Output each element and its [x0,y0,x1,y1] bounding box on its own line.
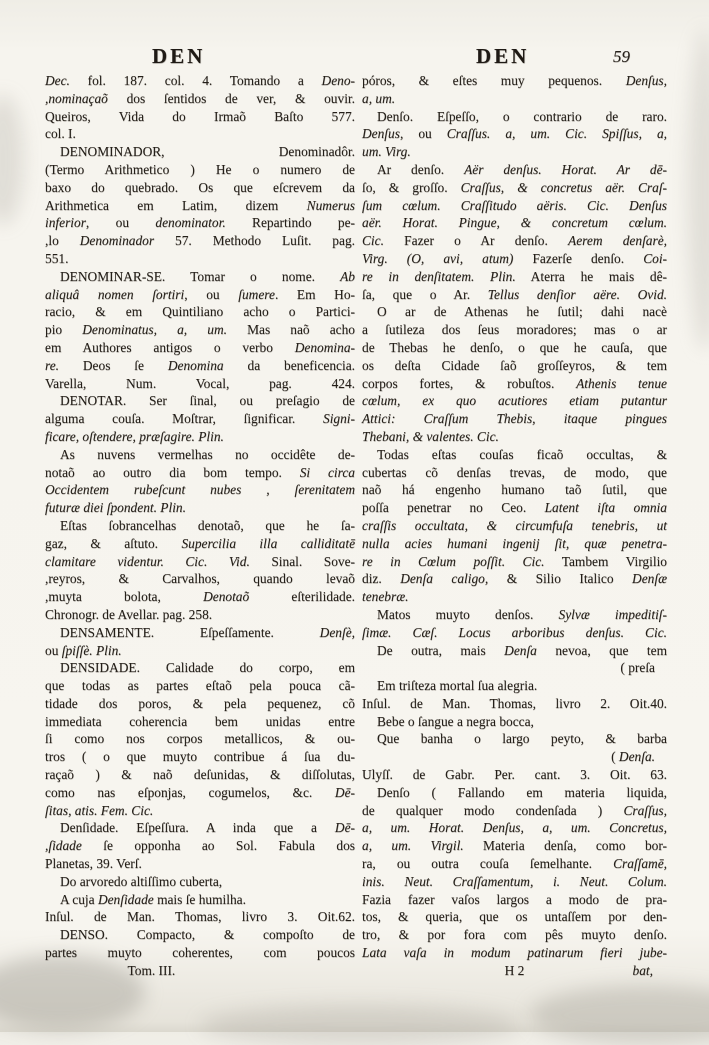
catchword: bat, [632,962,653,978]
italic-text-segment: ſimæ. Cæſ. Locus arboribus denſus. Cic. [362,624,667,640]
text-line [45,517,355,535]
paper-smudge [688,30,709,350]
text-line [362,535,667,553]
text-line [362,659,667,677]
italic-text-segment: clamitare videntur. Cic. Vid. [45,553,250,569]
text-segment: que todas as partes eſtaõ pela pouca cã- [45,678,355,694]
text-segment: Inſul. de Man. Thomas, livro 2. Oit.40. [362,695,667,711]
italic-text-segment: Latent iſta omnia [544,500,667,516]
text-segment: Em triſteza mortal ſua alegria. [377,678,538,694]
text-segment: ra, ou outra couſa ſemelhante. [362,856,614,872]
italic-text-segment: a, um. Horat. Denſus, a, um. Concretus, [362,820,667,836]
text-segment: Tambem Virgilio [544,553,667,569]
text-segment: col. I. [45,126,76,142]
text-line [45,642,355,660]
text-line [362,784,667,802]
text-line [362,499,667,517]
text-segment: Bebe o ſangue a negra bocca, [377,713,534,729]
italic-text-segment: aliquâ nomen ſortiri [45,286,185,302]
text-line [45,962,355,980]
text-segment: mais ſe humilha. [153,891,246,907]
text-segment: Varella, Num. Vocal, pag. 424. [45,375,355,391]
text-segment: & Silio Italico [488,571,633,587]
text-segment: ſe opponha ao Sol. Fabula dos [81,838,355,854]
text-line [45,410,355,428]
text-segment: Fazia fazer vaſos largos a modo de pra- [362,891,667,907]
running-title-left: DEN [152,44,206,68]
text-line [45,873,355,891]
text-segment: ,lo [45,233,80,249]
text-segment: ( preſa [620,660,655,676]
text-segment: Arithmetica em Latim, dizem [45,197,307,213]
text-line [45,464,355,482]
text-line [362,819,667,837]
text-line [362,730,667,748]
text-segment: Que banha o largo peyto, & barba [377,731,667,747]
text-line [45,375,355,393]
text-segment: notaõ ao outro dia bom tempo. [45,464,300,480]
text-segment: Eſtas ſobrancelhas denotaõ, que he ſa- [60,517,355,533]
italic-text-segment: Dec. [45,73,70,88]
text-line [362,837,667,855]
italic-text-segment: aër. Horat. Pingue, & concretum cœlum. [362,215,667,231]
text-line [362,161,667,179]
text-segment: corpos fortes, & robuſtos. [362,375,577,391]
italic-text-segment: re in denſitatem. Plin. [362,268,516,284]
italic-text-segment: inis. Neut. Craſſamentum, i. Neut. Colum. [362,873,667,889]
italic-text-segment: Dē- [334,820,355,836]
text-segment: diz. [362,571,401,587]
text-line [45,72,355,90]
text-line [45,90,355,108]
text-segment: Fazerſe denſo. [513,250,644,266]
italic-text-segment: ſpiſſè. Plin. [61,642,122,658]
text-line [45,268,355,286]
text-line [362,677,667,695]
text-line [45,428,355,446]
paper-smudge [200,1005,520,1045]
text-line [362,179,667,197]
text-segment: A cuja [60,891,98,907]
italic-text-segment: um. Virg. [362,144,411,160]
italic-text-segment: Attici: Craſſum Thebis, itaque pingues [362,411,667,427]
text-segment: da beneficencia. [223,357,356,373]
right-column-text [362,72,667,980]
text-line [45,819,355,837]
text-line [362,873,667,891]
text-segment: cubertas cõ denſas trevas, de modo, que [362,464,667,480]
text-line [45,748,355,766]
text-line [362,588,667,606]
text-segment: Chronogr. de Avellar. pag. 258. [45,606,213,622]
text-line [362,570,667,588]
text-line [362,446,667,464]
text-line [362,606,667,624]
text-line [362,713,667,731]
italic-text-segment: Athenis tenue [576,375,667,391]
text-line [362,286,667,304]
text-segment: Queiros, Vida do Irmaõ Baſto 577. [45,108,355,124]
text-segment: como nas eſponjas, cogumelos, &c. [45,784,335,800]
text-segment: , ou [85,215,156,231]
italic-text-segment: Coi- [643,250,667,266]
text-line [362,303,667,321]
text-line [45,125,355,143]
text-line [362,375,667,393]
text-line [45,481,355,499]
text-line [45,303,355,321]
text-segment: os deſta Cidade ſaõ groſſeyros, & tem [362,357,667,373]
text-line [45,944,355,962]
text-segment: póros, & eſtes muy pequenos. [362,73,626,88]
italic-text-segment: Craſſus. a, um. Cic. Spiſſus, a, [446,126,667,142]
text-line [45,570,355,588]
text-line [45,837,355,855]
text-line [45,286,355,304]
text-line [45,321,355,339]
text-segment: , ou [184,286,239,302]
text-line [362,428,667,446]
text-line [45,908,355,926]
text-segment: Denſo. Eſpeſſo, o contrario de raro. [377,108,667,124]
text-segment: poſſa penetrar no Ceo. [362,500,545,516]
text-line [45,179,355,197]
text-line [45,446,355,464]
text-line [362,214,667,232]
italic-text-segment: a, um. [362,90,396,106]
text-line [362,410,667,428]
text-line [362,855,667,873]
text-line [362,143,667,161]
text-segment: Sinal. Sove- [249,553,355,569]
text-segment: racio, & em Quintiliano acho o Partici- [45,304,355,320]
text-line [45,392,355,410]
text-segment: ,muyta bolota, [45,589,204,605]
text-segment: a ſutileza dos ſeus moradores; mas o ar [362,322,667,338]
paper-smudge [530,985,709,1045]
italic-text-segment: Dē- [334,784,355,800]
italic-text-segment: Denſa caligo, [400,571,489,587]
italic-text-segment: Craſſus, [623,802,667,818]
text-line [45,624,355,642]
text-line [362,232,667,250]
italic-text-segment: a, um. Virgil. [362,838,464,854]
text-segment: naõ há engenho humano taõ ſutil, que [362,482,667,498]
text-segment: Denſo ( Fallando em materia liquida, [377,784,667,800]
text-segment: dos ſentidos de ver, & ouvir. [107,90,355,106]
text-segment: de qualquer modo condenſada ) [362,802,624,818]
italic-text-segment: ſum cœlum. Craſſitudo aëris. Cic. Denſus [362,197,667,213]
text-line [45,802,355,820]
page-number: 59 [613,47,630,66]
italic-text-segment: re. [45,357,60,373]
text-segment: O ar de Athenas he ſutil; dahi nacè [377,304,667,320]
text-line [45,588,355,606]
italic-text-segment: Craſſamē, [613,856,667,872]
text-line [45,214,355,232]
italic-text-segment: futuræ diei ſpondent. Plin. [45,500,186,516]
italic-text-segment: re in Cœlum poſſit. Cic. [362,553,545,569]
text-line [45,855,355,873]
text-segment: De outra, mais [377,642,505,658]
text-line [362,944,667,962]
text-segment: nevoa, que tem [536,642,668,658]
text-line [362,108,667,126]
italic-text-segment: Denotaõ [203,589,250,605]
text-line [45,357,355,375]
italic-text-segment: ſitas, atis. Fem. Cic. [45,802,154,818]
text-line [45,197,355,215]
text-segment: tro, & por fora com pês muyto denſo. [362,927,667,943]
text-segment: partes muyto coherentes, com poucos [45,945,355,961]
paper-smudge [0,95,24,225]
text-line [362,339,667,357]
text-segment: Do arvoredo altiſſimo cuberta, [60,873,223,889]
italic-text-segment: Aër denſus. Horat. Ar dē- [464,161,667,177]
italic-text-segment: Denſè, [319,624,355,640]
italic-text-segment: inferior [45,215,86,231]
text-line [45,766,355,784]
italic-text-segment: Numerus [306,197,355,213]
italic-text-segment: craſſis occultata, & circumfuſa tenebris, ut [362,517,667,533]
italic-text-segment: Denſus, [625,73,667,88]
signature-mark: H 2 [504,962,525,978]
text-line [362,90,667,108]
text-line [45,499,355,517]
text-line [45,232,355,250]
text-line [45,535,355,553]
text-segment: de Thebas he denſo, o que he cauſa, que [362,339,667,355]
text-line [362,802,667,820]
text-segment: Mas naõ acho [226,322,355,338]
text-segment: ou [45,642,62,658]
italic-text-segment: cœlum, ex quo acutiores etiam putantur [362,393,667,409]
text-segment: ſa, que o Ar. [362,286,488,302]
text-segment: Ar denſo. [377,161,465,177]
italic-text-segment: Denomina [167,357,224,373]
text-segment: Deos ſe [59,357,168,373]
italic-text-segment: Signi- [323,411,355,427]
text-segment: tros ( o que muyto contribue á ſua du- [45,749,355,765]
italic-text-segment: Denomina- [294,339,355,355]
text-segment: 551. [45,250,69,266]
text-line [362,962,667,980]
text-segment: tos, & queria, que os untaſſem por den- [362,909,667,925]
text-segment: Aterra he mais dê- [515,268,668,284]
text-line [362,125,667,143]
text-line [362,766,667,784]
text-segment: Inſul. de Man. Thomas, livro 3. Oit.62. [45,909,355,925]
text-segment: ſi como nos corpos metallicos, & ou- [45,731,355,747]
text-line [362,908,667,926]
italic-text-segment: Deno- [321,73,355,88]
italic-text-segment: Denominatus, a, um. [82,322,227,338]
text-line [45,108,355,126]
text-line [45,339,355,357]
text-segment: gaz, & aſtuto. [45,535,182,551]
text-segment: Repartindo pe- [225,215,355,231]
italic-text-segment: ,nominaçaõ [45,90,108,106]
text-line [362,321,667,339]
text-segment: Fazer o Ar denſo. [383,233,569,249]
text-line [362,72,667,90]
text-line [362,624,667,642]
italic-text-segment: Occidentem rubeſcunt nubes , ſerenitatem [45,482,355,498]
text-segment: . Em Ho- [274,286,355,302]
text-line [45,784,355,802]
text-segment: Ulyſſ. de Gabr. Per. cant. 3. Oit. 63. [362,767,667,783]
italic-text-segment: Supercilia illa calliditatē [181,535,356,551]
text-segment: em Authores antigos o verbo [45,339,295,355]
text-segment: As nuvens vermelhas no occidête de- [60,446,355,462]
text-line [362,357,667,375]
text-line [45,143,355,161]
text-line [362,268,667,286]
text-segment: Matos muyto denſos. [377,606,559,622]
italic-text-segment: Si circa [299,464,355,480]
text-line [45,161,355,179]
italic-text-segment: Craſſus, & concretus aër. Craſ- [460,179,667,195]
italic-text-segment: Denſæ [632,571,668,587]
text-segment: immediata coherencia bem unidas entre [45,713,355,729]
italic-text-segment: Virg. (O, avi, atum) [362,250,514,266]
text-line [45,659,355,677]
text-segment: fol. 187. col. 4. Tomando a [69,73,322,88]
text-segment: Denſidade. Eſpeſſura. A inda que a [60,820,335,836]
text-segment: DENOMINADOR, Denominadôr. [60,144,355,160]
text-segment: DENOTAR. Ser ſinal, ou preſagio de [60,393,355,409]
text-line [45,730,355,748]
text-line [45,926,355,944]
text-line [362,891,667,909]
italic-text-segment: nulla acies humani ingenij ſit, quæ penetra- [362,535,667,551]
italic-text-segment: Denſidade [97,891,154,907]
text-line [362,481,667,499]
text-segment: ,reyros, & Carvalhos, quando levaõ [45,571,355,587]
italic-text-segment: ſumere [238,286,275,302]
text-segment: (Termo Arithmetico ) He o numero de [45,161,355,177]
text-line [45,713,355,731]
text-line [45,677,355,695]
text-segment: tidade dos poros, & pela pequenez, cõ [45,695,355,711]
text-segment: Todas eſtas couſas ficaõ occultas, & [377,446,667,462]
text-segment: DENSAMENTE. Eſpeſſamente. [60,624,320,640]
text-line [362,392,667,410]
text-segment: raçaõ ) & naõ deſunidas, & diſſolutas, [45,767,355,783]
text-line [45,891,355,909]
running-title-right: DEN [476,44,530,68]
text-segment: DENSIDADE. Calidade do corpo, em [60,660,355,676]
italic-text-segment: Ab [340,268,355,284]
italic-text-segment: Tellus denſior aëre. Ovid. [487,286,667,302]
text-segment: alguma couſa. Moſtrar, ſignificar. [45,411,323,427]
italic-text-segment: Cic. [362,233,384,249]
text-line [45,695,355,713]
text-line [362,695,667,713]
italic-text-segment: Sylvæ impeditiſ- [558,606,667,622]
text-line [45,606,355,624]
text-line [362,250,667,268]
left-column-text [45,72,355,980]
text-segment: Materia denſa, como bor- [463,838,667,854]
text-segment: ſo, & groſſo. [362,179,461,195]
text-segment: DENOMINAR-SE. Tomar o nome. [60,268,341,284]
italic-text-segment: denominator. [155,215,226,231]
text-segment: eſterilidade. [249,589,355,605]
italic-text-segment: ficare, oſtendere, præſagire. Plin. [45,428,224,444]
italic-text-segment: Denſa [504,642,537,658]
text-line [362,553,667,571]
text-line [362,464,667,482]
text-segment: Planetas, 39. Verſ. [45,856,142,872]
text-segment: 57. Methodo Luſit. pag. [154,233,355,249]
text-line [362,642,667,660]
text-segment: ( [611,749,619,765]
italic-text-segment: Denſa. [618,749,655,765]
text-line [45,250,355,268]
italic-text-segment: ,ſidade [45,838,82,854]
italic-text-segment: Aerem denſarè, [568,233,667,249]
italic-text-segment: Denſus [362,126,400,142]
text-line [362,197,667,215]
text-segment: DENSO. Compacto, & compoſto de [60,927,355,943]
text-line [362,926,667,944]
italic-text-segment: Denominador [79,233,155,249]
text-line [362,748,667,766]
text-segment: baxo do quebrado. Os que eſcrevem da [45,179,355,195]
italic-text-segment: tenebræ. [362,589,409,605]
text-line [45,553,355,571]
text-segment: pio [45,322,83,338]
text-segment: , ou [399,126,447,142]
text-line [362,517,667,535]
italic-text-segment: Lata vaſa in modum patinarum fieri jube- [362,945,667,961]
text-segment: Tom. III. [127,962,176,978]
italic-text-segment: Thebani, & valentes. Cic. [362,428,499,444]
